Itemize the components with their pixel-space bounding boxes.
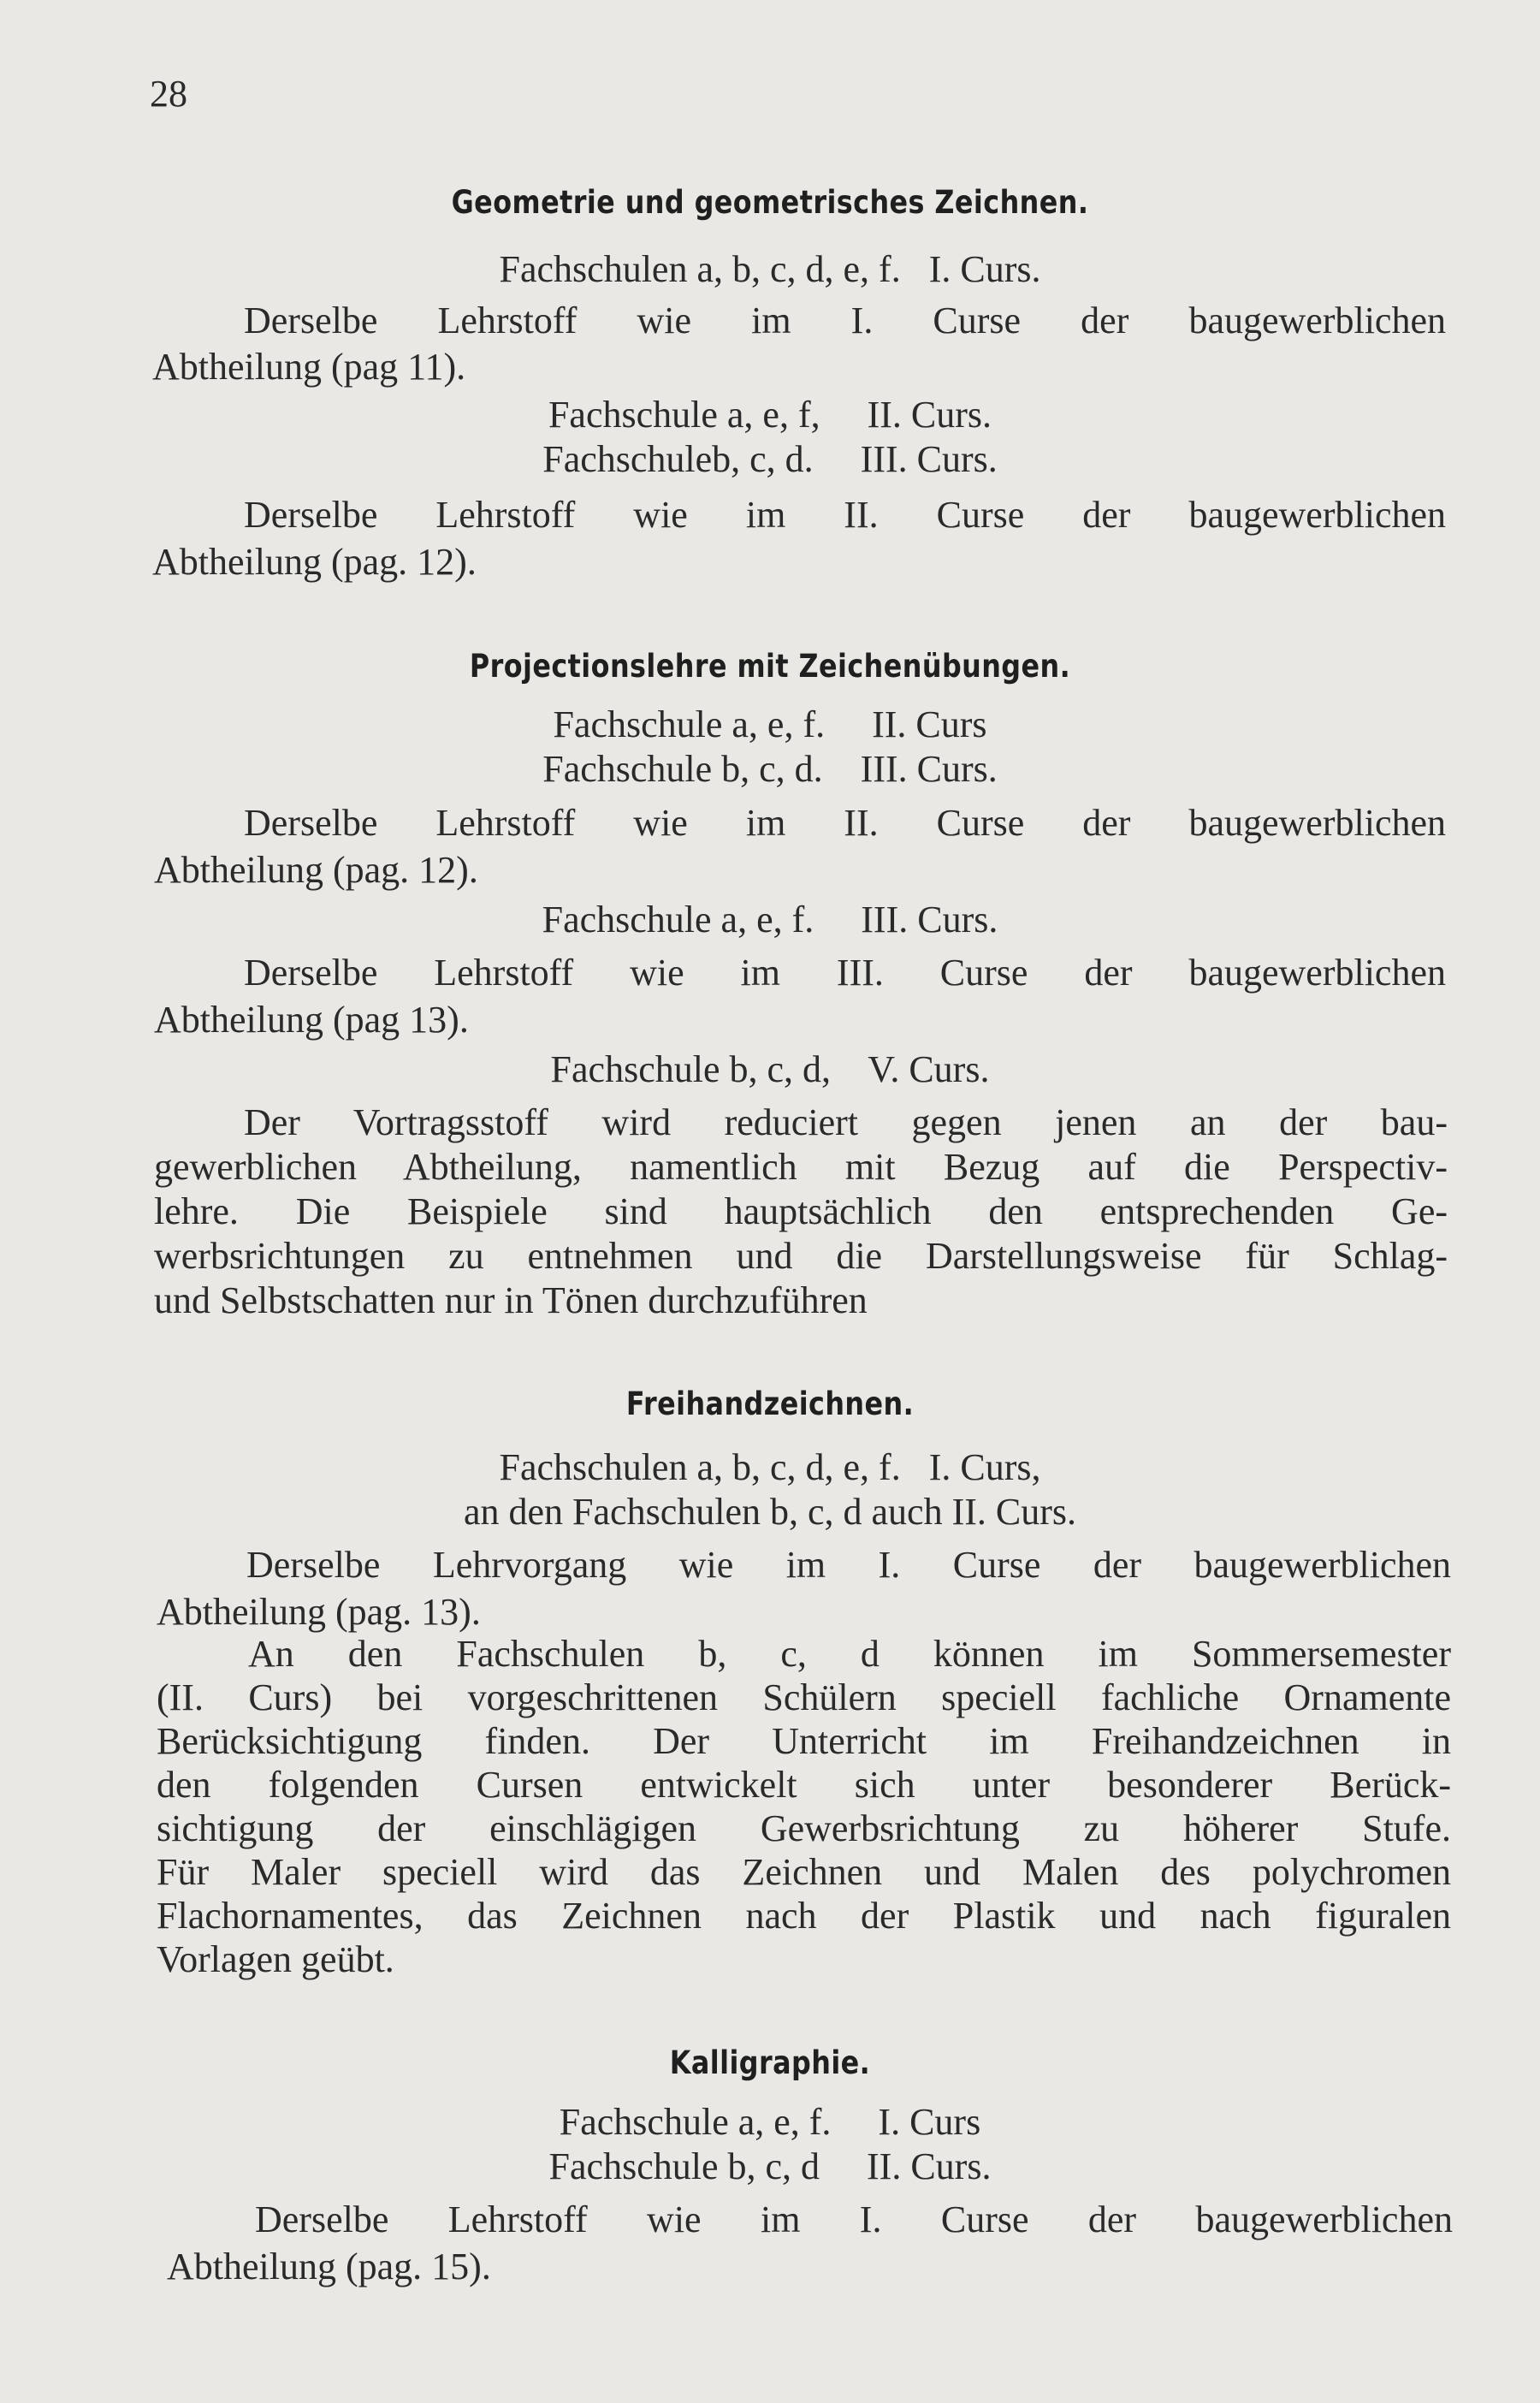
course-line: Fachschule b, c, d. III. Curs. — [542, 748, 998, 790]
course-line: Fachschulen a, b, c, d, e, f. I. Curs. — [499, 248, 1041, 290]
paragraph-line: werbsrichtungen zu entnehmen und die Darstellungsweise für Schlag- — [154, 1235, 1448, 1277]
paragraph-line: Der Vortragsstoff wird reduciert gegen jenen an der bau- — [244, 1101, 1448, 1143]
course-line: Fachschule a, e, f. I. Curs — [559, 2101, 981, 2143]
paragraph-line: Derselbe Lehrstoff wie im III. Curse der baugewerblichen — [244, 952, 1446, 994]
course-line: Fachschule b, c, d, V. Curs. — [550, 1048, 990, 1090]
paragraph-line: (II. Curs) bei vorgeschrittenen Schülern speciell fachliche Ornamente — [157, 1676, 1451, 1718]
course-line: Fachschule a, e, f. II. Curs — [553, 703, 987, 745]
paragraph-line: Vorlagen geübt. — [157, 1938, 394, 1980]
paragraph-line: Abtheilung (pag. 12). — [154, 849, 478, 891]
paragraph-line: gewerblichen Abtheilung, namentlich mit Bezug auf die Perspectiv- — [154, 1146, 1448, 1188]
course-line: Fachschule a, e, f. III. Curs. — [542, 899, 998, 940]
paragraph-line: Abtheilung (pag 11). — [152, 346, 466, 388]
paragraph-line: Abtheilung (pag. 12). — [152, 541, 477, 583]
paragraph-line: An den Fachschulen b, c, d können im Sommersemester — [248, 1633, 1451, 1675]
paragraph-line: den folgenden Cursen entwickelt sich unter besonderer Berück- — [157, 1764, 1451, 1806]
paragraph-line: Berücksichtigung finden. Der Unterricht im Freihandzeichnen in — [157, 1720, 1451, 1762]
paragraph-line: Für Maler speciell wird das Zeichnen und Malen des polychromen — [157, 1851, 1451, 1893]
paragraph-line: Derselbe Lehrstoff wie im II. Curse der baugewerblichen — [244, 802, 1446, 844]
paragraph-line: lehre. Die Beispiele sind hauptsächlich den entsprechenden Ge- — [154, 1190, 1448, 1232]
paragraph-line: Abtheilung (pag. 13). — [157, 1591, 481, 1633]
course-line: an den Fachschulen b, c, d auch II. Curs. — [463, 1491, 1076, 1533]
paragraph-line: und Selbstschatten nur in Tönen durchzuführen — [154, 1279, 868, 1321]
section-heading-kalligraphie: Kalligraphie. — [669, 2044, 871, 2081]
paragraph-line: Abtheilung (pag 13). — [154, 999, 469, 1041]
paragraph-line: Derselbe Lehrstoff wie im II. Curse der baugewerblichen — [244, 494, 1446, 536]
paragraph-line: Derselbe Lehrstoff wie im I. Curse der baugewerblichen — [244, 300, 1446, 341]
section-heading-freihandzeichnen: Freihandzeichnen. — [625, 1385, 915, 1422]
paragraph-line: Abtheilung (pag. 15). — [167, 2246, 491, 2287]
section-heading-projectionslehre: Projectionslehre mit Zeichenübungen. — [469, 648, 1071, 685]
paragraph-line: Derselbe Lehrvorgang wie im I. Curse der baugewerblichen — [246, 1544, 1451, 1586]
course-line: Fachschuleb, c, d. III. Curs. — [542, 438, 998, 480]
section-heading-geometrie: Geometrie und geometrisches Zeichnen. — [451, 184, 1089, 221]
course-line: Fachschule b, c, d II. Curs. — [548, 2145, 992, 2187]
paragraph-line: sichtigung der einschlägigen Gewerbsrichtung zu höherer Stufe. — [157, 1807, 1451, 1849]
paragraph-line: Flachornamentes, das Zeichnen nach der Plastik und nach figuralen — [157, 1895, 1451, 1937]
paragraph-line: Derselbe Lehrstoff wie im I. Curse der baugewerblichen — [255, 2198, 1453, 2240]
course-line: Fachschulen a, b, c, d, e, f. I. Curs, — [499, 1446, 1041, 1488]
course-line: Fachschule a, e, f, II. Curs. — [548, 394, 992, 436]
page-number: 28 — [150, 73, 187, 115]
